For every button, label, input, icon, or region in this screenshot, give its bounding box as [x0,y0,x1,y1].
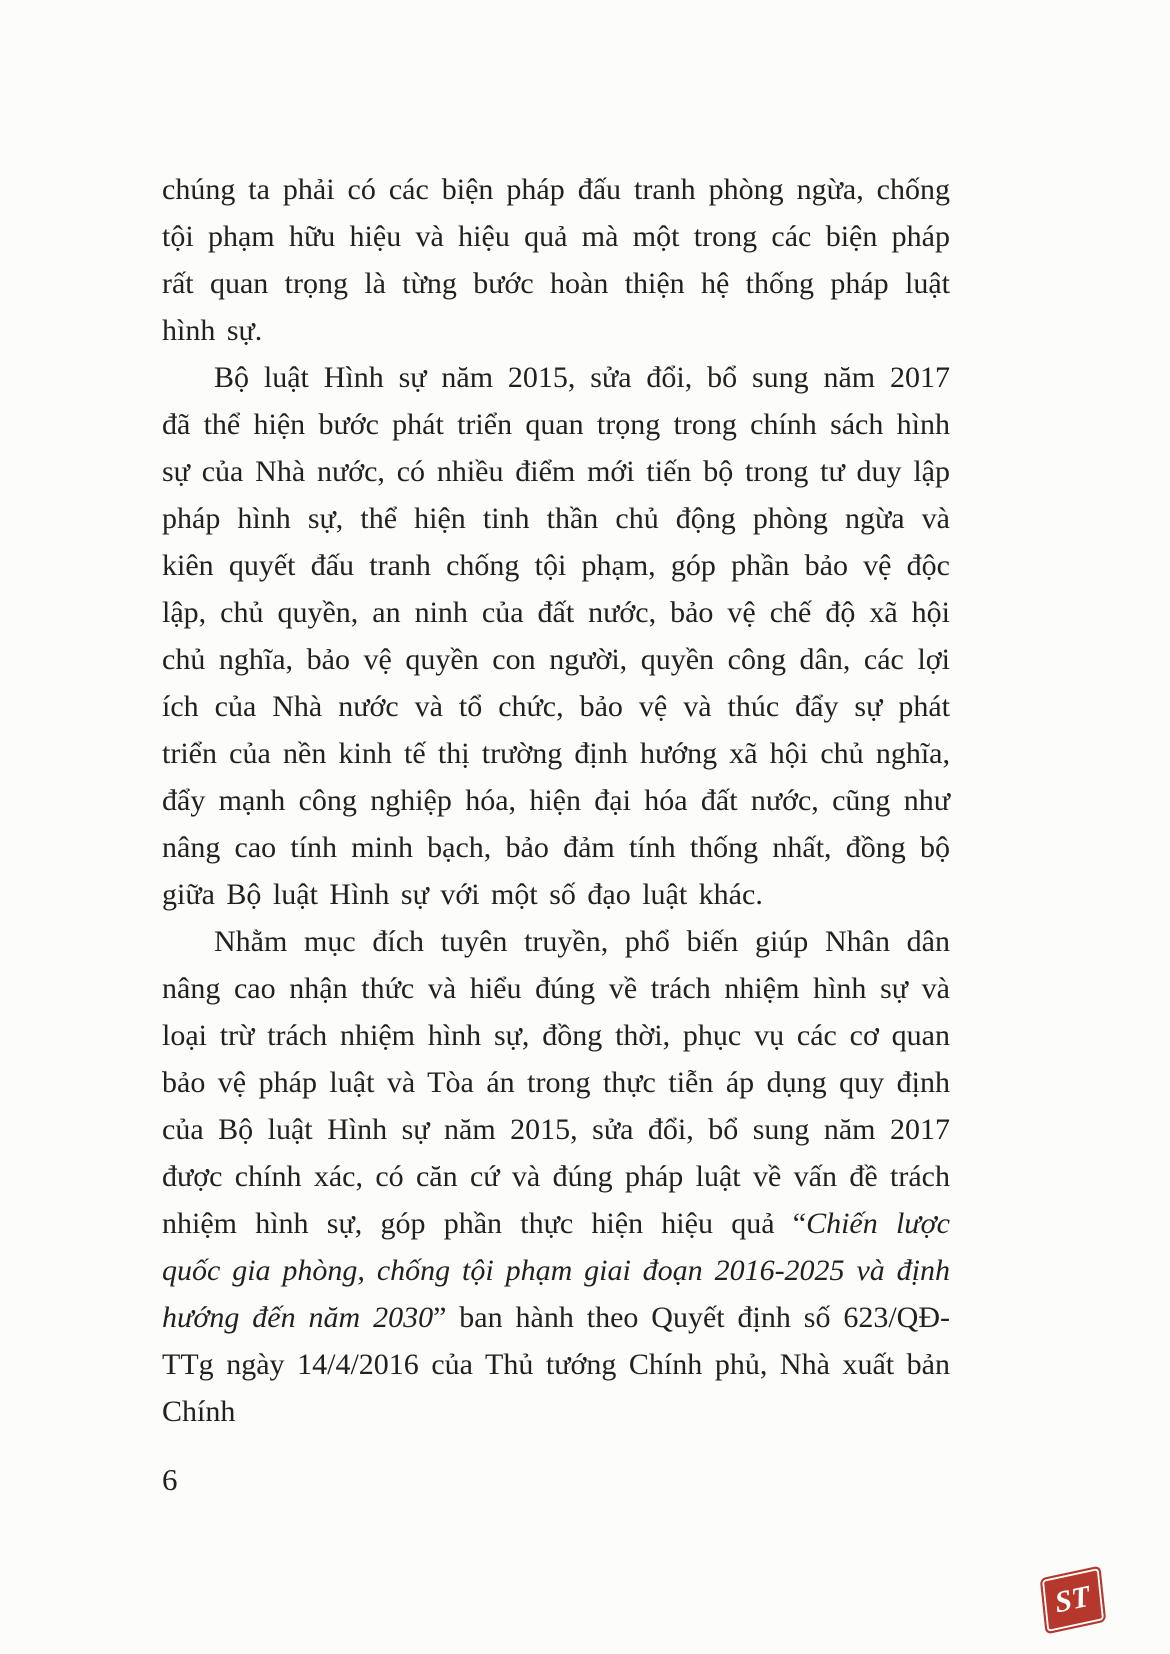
paragraph-continuation: chúng ta phải có các biện pháp đấu tranh phòng ngừa, chống tội phạm hữu hiệu và hiệu quả mà một trong các biện pháp rất quan trọng là từng bước hoàn thiện hệ thống pháp luật hình sự. [162,173,950,347]
paragraph-nham-muc-dich [162,918,950,1435]
body-text [162,166,950,1435]
publisher-logo [1040,1566,1107,1635]
quoted-strategy-title: Chiến lược quốc gia phòng, chống tội phạm giai đoạn 2016-2025 và định hướng đến năm 2030 [162,1207,951,1334]
publisher-logo-text: ST [1053,1579,1093,1620]
paragraph-bo-luat-hinh-su: Bộ luật Hình sự năm 2015, sửa đổi, bổ sung năm 2017 đã thể hiện bước phát triển quan trọng trong chính sách hình sự của Nhà nước, có nhiều điểm mới tiến bộ trong tư duy lập pháp hình sự, thể hiện tinh thần chủ động phòng ngừa và kiên quyết đấu tranh chống tội phạm, góp phần bảo vệ độc lập, chủ quyền, an ninh của đất nước, bảo vệ chế độ xã hội chủ nghĩa, bảo vệ quyền con người, quyền công dân, các lợi ích của Nhà nước và tổ chức, bảo vệ và thúc đẩy sự phát triển của nền kinh tế thị trường định hướng xã hội chủ nghĩa, đẩy mạnh công nghiệp hóa, hiện đại hóa đất nước, cũng như nâng cao tính minh bạch, bảo đảm tính thống nhất, đồng bộ giữa Bộ luật Hình sự với một số đạo luật khác. [162,361,950,911]
page-number: 6 [162,1462,178,1497]
paragraph-lead-text: Nhằm mục đích tuyên truyền, phổ biến giúp Nhân dân nâng cao nhận thức và hiểu đúng về trách nhiệm hình sự và loại trừ trách nhiệm hình sự, đồng thời, phục vụ các cơ quan bảo vệ pháp luật và Tòa án trong thực tiễn áp dụng quy định của Bộ luật Hình sự năm 2015, sửa đổi, bổ sung năm 2017 được chính xác, có căn cứ và đúng pháp luật về vấn đề trách nhiệm hình sự, góp phần thực hiện hiệu quả “ [162,925,950,1240]
paragraph-tail-text: ” ban hành theo Quyết định số 623/QĐ-TTg ngày 14/4/2016 của Thủ tướng Chính phủ, Nhà xuất bản Chính [162,1301,950,1428]
